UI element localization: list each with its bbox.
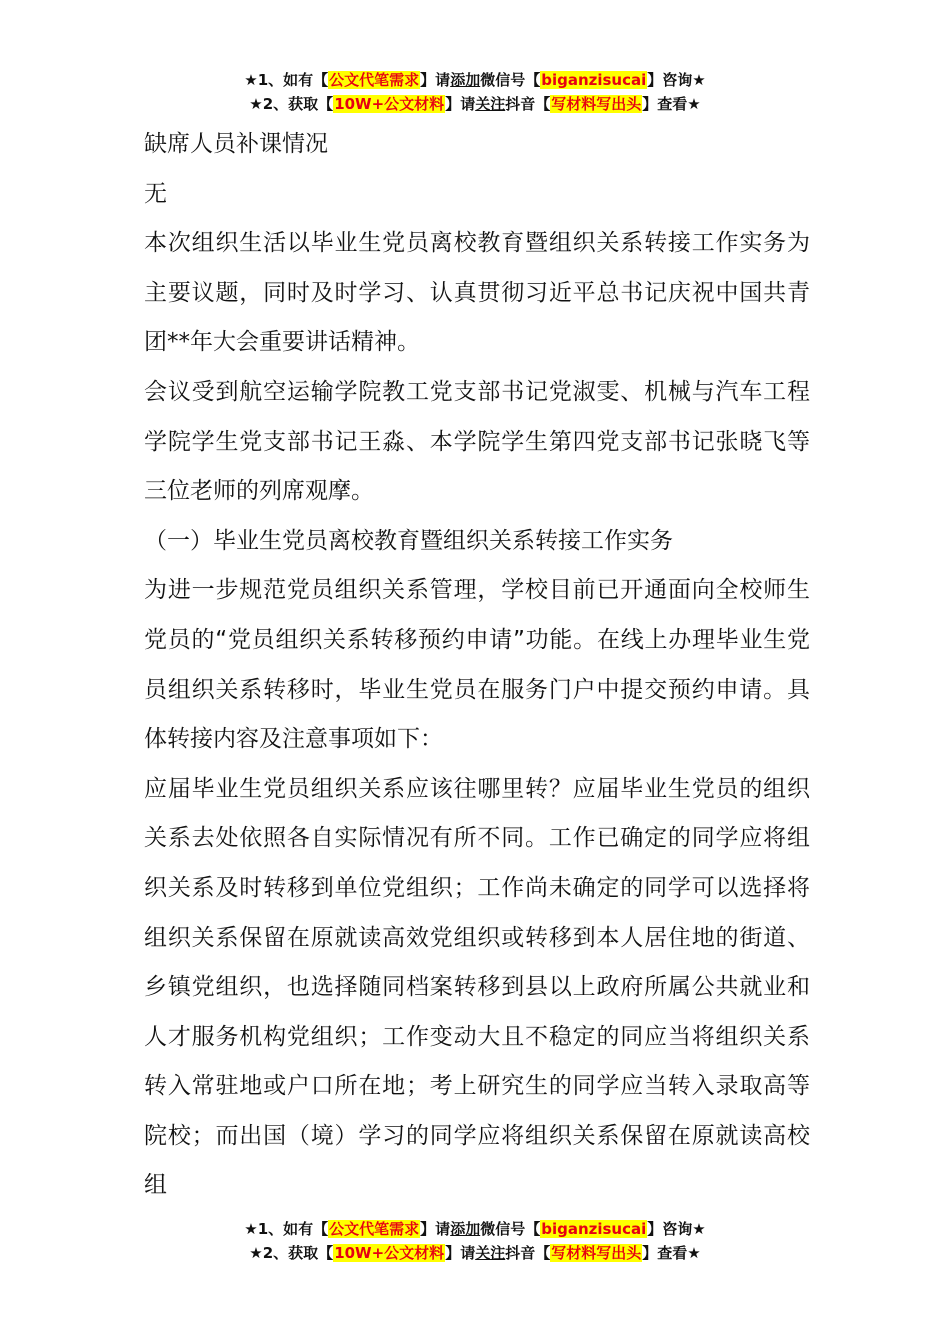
promo-text: 微信号【	[480, 1220, 541, 1238]
promo-text: 微信号【	[480, 71, 541, 89]
promo-highlight: 写材料写出头	[551, 95, 642, 113]
promo-underlined-text: 关注	[475, 95, 506, 113]
promo-line-1	[0, 1217, 950, 1241]
paragraph-transfer-system: 为进一步规范党员组织关系管理，学校目前已开通面向全校师生党员的“党员组织关系转移预约申请”功能。在线上办理毕业生党员组织关系转移时，毕业生党员在服务门户中提交预约申请。具体转接内容及注意事项如下：	[144, 577, 810, 753]
promo-text: ★2、获取【	[249, 1244, 334, 1262]
section-heading-absentee-makeup: 缺席人员补课情况	[144, 131, 328, 157]
promo-text: 】咨询★	[647, 71, 706, 89]
promo-text: 】请	[445, 1244, 476, 1262]
promo-text: 抖音【	[505, 95, 551, 113]
promo-text: ★1、如有【	[244, 1220, 329, 1238]
promo-text: 】查看★	[642, 1244, 701, 1262]
promo-highlight: biganzisucai	[541, 1220, 647, 1238]
promo-text: 】请	[420, 71, 451, 89]
paragraph-transfer-destinations: 应届毕业生党员组织关系应该往哪里转？应届毕业生党员的组织关系去处依照各自实际情况有所不同。工作已确定的同学应将组织关系及时转移到单位党组织；工作尚未确定的同学可以选择将组织关系保留在原就读高效党组织或转移到本人居住地的街道、乡镇党组织，也选择随同档案转移到县以上政府所属公共就业和人才服务机构党组织；工作变动大且不稳定的同应当将组织关系转入常驻地或户口所在地；考上研究生的同学应当转入录取高等院校；而出国（境）学习的同学应将组织关系保留在原就读高校组	[144, 775, 810, 1199]
absentee-makeup-value: 无	[144, 180, 167, 207]
promo-text: 】查看★	[642, 95, 701, 113]
promo-text: 抖音【	[505, 1244, 551, 1262]
promo-text: ★2、获取【	[249, 95, 334, 113]
promo-highlight: 10W+公文材料	[334, 95, 445, 113]
promo-text: 】咨询★	[647, 1220, 706, 1238]
promo-highlight: biganzisucai	[541, 71, 647, 89]
promo-text: 】请	[420, 1220, 451, 1238]
subsection-heading-graduate-transfer: （一）毕业生党员离校教育暨组织关系转接工作实务	[144, 527, 673, 554]
promo-underlined-text: 添加	[450, 1220, 481, 1238]
document-body	[144, 120, 810, 1211]
bottom-promo-banner	[0, 1217, 950, 1265]
promo-underlined-text: 关注	[475, 1244, 506, 1262]
promo-line-1	[0, 68, 950, 92]
top-promo-banner	[0, 68, 950, 116]
promo-line-2	[0, 1241, 950, 1265]
paragraph-attendees: 会议受到航空运输学院教工党支部书记党淑雯、机械与汽车工程学院学生党支部书记王淼、本学院学生第四党支部书记张晓飞等三位老师的列席观摩。	[144, 378, 810, 505]
promo-underlined-text: 添加	[450, 71, 481, 89]
paragraph-meeting-topic: 本次组织生活以毕业生党员离校教育暨组织关系转接工作实务为主要议题，同时及时学习、认真贯彻习近平总书记庆祝中国共青团**年大会重要讲话精神。	[144, 230, 810, 356]
promo-highlight: 写材料写出头	[551, 1244, 642, 1262]
promo-highlight: 公文代笔需求	[329, 71, 420, 89]
promo-highlight: 10W+公文材料	[334, 1244, 445, 1262]
promo-text: ★1、如有【	[244, 71, 329, 89]
promo-highlight: 公文代笔需求	[329, 1220, 420, 1238]
promo-text: 】请	[445, 95, 476, 113]
promo-line-2	[0, 92, 950, 116]
